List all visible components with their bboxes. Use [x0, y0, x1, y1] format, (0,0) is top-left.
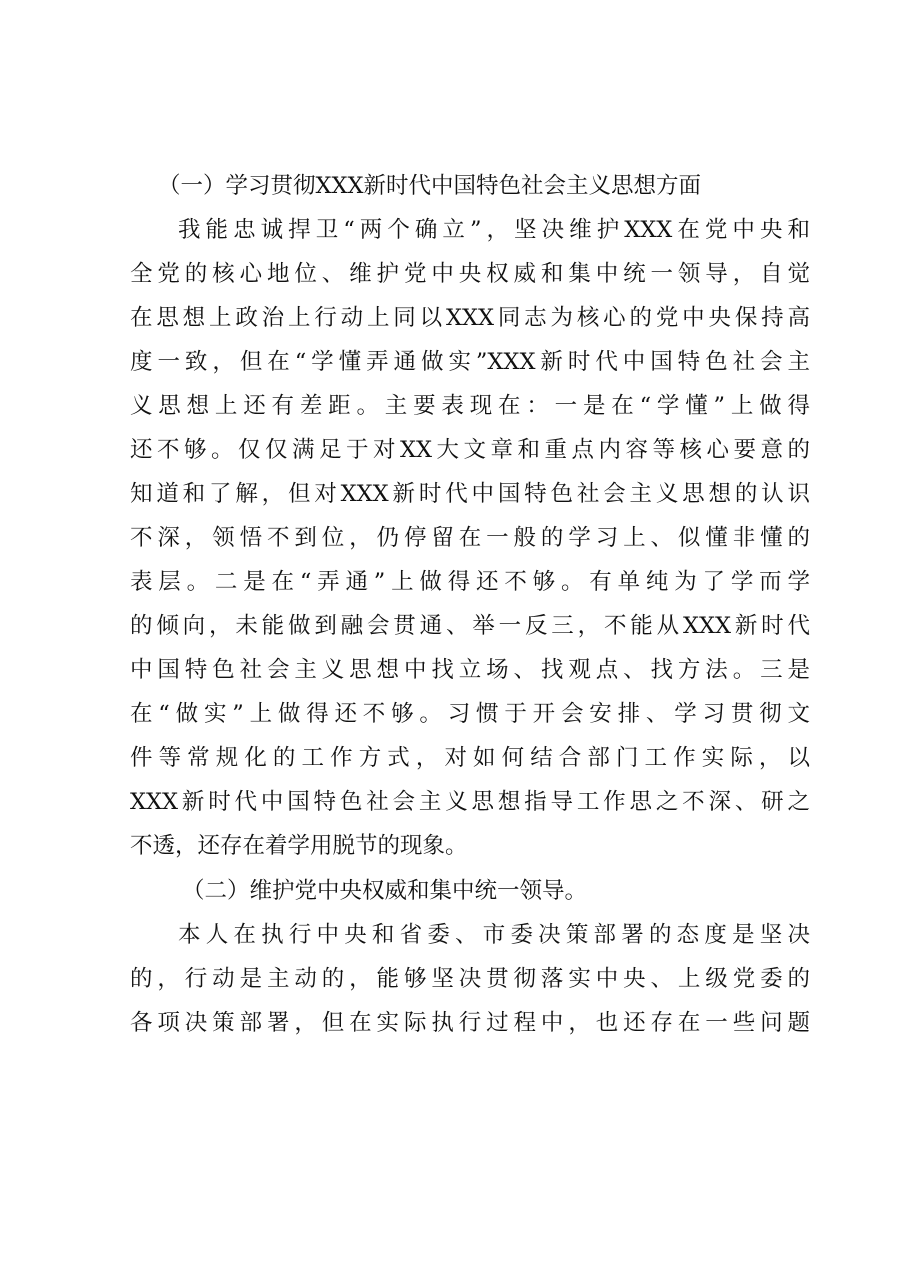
- paragraph-line: 表层。二是在“弄通”上做得还不够。有单纯为了学而学: [130, 569, 810, 595]
- paragraph-line: 在“做实”上做得还不够。习惯于开会安排、学习贯彻文: [130, 701, 810, 727]
- paragraph-line: 我能忠诚捍卫“两个确立”，坚决维护XXX在党中央和: [178, 217, 810, 243]
- paragraph-line: 的，行动是主动的，能够坚决贯彻落实中央、上级党委的: [130, 966, 810, 992]
- paragraph-line: 在思想上政治上行动上同以XXX同志为核心的党中央保持高: [130, 305, 810, 331]
- section-2-heading: （二）维护党中央权威和集中统一领导。: [182, 878, 588, 904]
- section-1-heading: （一）学习贯彻XXX新时代中国特色社会主义思想方面: [158, 173, 702, 199]
- paragraph-line: 中国特色社会主义思想中找立场、找观点、找方法。三是: [130, 657, 810, 683]
- paragraph-line: XXX新时代中国特色社会主义思想指导工作思之不深、研之: [130, 789, 810, 815]
- paragraph-line: 不透，还存在着学用脱节的现象。: [130, 833, 468, 859]
- paragraph-line: 各项决策部署，但在实际执行过程中，也还存在一些问题: [130, 1010, 810, 1036]
- paragraph-line: 知道和了解，但对XXX新时代中国特色社会主义思想的认识: [130, 481, 810, 507]
- paragraph-line: 全党的核心地位、维护党中央权威和集中统一领导，自觉: [130, 261, 810, 287]
- paragraph-line: 不深，领悟不到位，仍停留在一般的学习上、似懂非懂的: [130, 525, 810, 551]
- section-2-paragraph: [130, 913, 810, 1045]
- document-body: [130, 164, 810, 1045]
- paragraph-line: 本人在执行中央和省委、市委决策部署的态度是坚决: [178, 922, 810, 948]
- section-1-paragraph: [130, 208, 810, 868]
- paragraph-line: 还不够。仅仅满足于对XX大文章和重点内容等核心要意的: [130, 437, 810, 463]
- paragraph-line: 件等常规化的工作方式，对如何结合部门工作实际，以: [130, 745, 810, 771]
- paragraph-line: 的倾向，未能做到融会贯通、举一反三，不能从XXX新时代: [130, 613, 810, 639]
- paragraph-line: 义思想上还有差距。主要表现在：一是在“学懂”上做得: [130, 393, 810, 419]
- paragraph-line: 度一致，但在“学懂弄通做实”XXX新时代中国特色社会主: [130, 349, 810, 375]
